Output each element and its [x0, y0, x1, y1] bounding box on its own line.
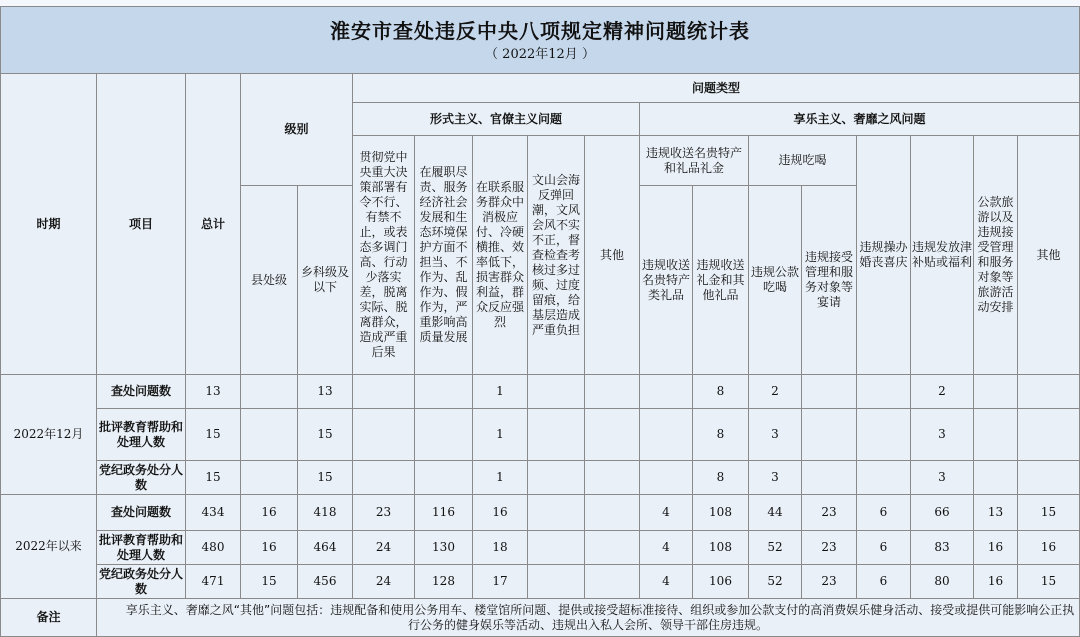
cell-formalism-5 — [585, 461, 640, 495]
cell-formalism-1 — [353, 461, 415, 495]
cell-meal-2 — [802, 375, 857, 409]
header-gift-group: 违规收送名贵特产和礼品礼金 — [640, 136, 749, 186]
header-formalism-col-2: 在履职尽责、服务经济社会发展和生态环境保护方面不担当、不作为、乱作为、假作为，严重影响高质量发展 — [415, 136, 473, 375]
cell-formalism-4 — [528, 461, 585, 495]
note-cell — [97, 599, 1080, 637]
item-label: 党纪政务处分人数 — [97, 461, 186, 495]
header-meal-col-1: 违规公款吃喝 — [749, 186, 802, 375]
header-item: 项目 — [97, 74, 186, 375]
cell-total: 13 — [186, 375, 241, 409]
cell-formalism-4 — [528, 375, 585, 409]
cell-wedding — [857, 375, 911, 409]
table-subtitle: （ 2022年12月 ） — [485, 47, 595, 62]
table-title: 淮安市查处违反中央八项规定精神问题统计表 — [330, 19, 750, 43]
cell-other: 15 — [1018, 495, 1080, 531]
header-gift-col-2: 违规收送礼金和其他礼品 — [693, 186, 749, 375]
cell-gift-1 — [640, 409, 693, 461]
cell-meal-2: 23 — [802, 565, 857, 599]
header-hedonism-col-wedding: 违规操办婚丧喜庆 — [857, 136, 911, 375]
cell-county: 16 — [241, 495, 298, 531]
cell-other: 16 — [1018, 531, 1080, 565]
cell-total: 471 — [186, 565, 241, 599]
cell-gift-2: 106 — [693, 565, 749, 599]
cell-gift-2: 8 — [693, 409, 749, 461]
cell-other — [1018, 409, 1080, 461]
cell-gift-1 — [640, 461, 693, 495]
period-label: 2022年以来 — [1, 495, 97, 599]
header-formalism-col-5: 其他 — [585, 136, 640, 375]
cell-formalism-4 — [528, 409, 585, 461]
cell-travel — [974, 461, 1018, 495]
cell-gift-2: 8 — [693, 375, 749, 409]
cell-wedding — [857, 409, 911, 461]
header-period: 时期 — [1, 74, 97, 375]
cell-total: 15 — [186, 409, 241, 461]
cell-travel: 16 — [974, 565, 1018, 599]
note-text: 享乐主义、奢靡之风“其他”问题包括：违规配备和使用公务用车、楼堂馆所问题、提供或接受超标准接待、组织或参加公款支付的高消费娱乐健身活动、接受或提供可能影响公正执行公务的健身娱乐等活动、违规出入私人会所、领导干部住房违规。 — [125, 602, 1075, 632]
cell-formalism-4 — [528, 565, 585, 599]
cell-meal-2: 23 — [802, 495, 857, 531]
cell-formalism-5 — [585, 495, 640, 531]
item-label: 党纪政务处分人数 — [97, 565, 186, 599]
cell-township: 15 — [298, 461, 353, 495]
header-level-township: 乡科级及以下 — [298, 186, 353, 375]
cell-formalism-3: 1 — [473, 375, 528, 409]
cell-meal-2 — [802, 409, 857, 461]
cell-formalism-2: 130 — [415, 531, 473, 565]
cell-total: 15 — [186, 461, 241, 495]
cell-formalism-2: 128 — [415, 565, 473, 599]
cell-formalism-4 — [528, 531, 585, 565]
cell-total: 480 — [186, 531, 241, 565]
header-formalism-group: 形式主义、官僚主义问题 — [353, 103, 640, 136]
header-hedonism-col-travel: 公款旅游以及违规接受管理和服务对象等旅游活动安排 — [974, 136, 1018, 375]
cell-gift-2: 8 — [693, 461, 749, 495]
cell-gift-1: 4 — [640, 495, 693, 531]
header-gift-col-1: 违规收送名贵特产类礼品 — [640, 186, 693, 375]
cell-gift-2: 108 — [693, 495, 749, 531]
cell-township: 13 — [298, 375, 353, 409]
item-label: 批评教育帮助和处理人数 — [97, 531, 186, 565]
cell-gift-2: 108 — [693, 531, 749, 565]
cell-township: 15 — [298, 409, 353, 461]
cell-formalism-4 — [528, 495, 585, 531]
header-meal-col-2: 违规接受管理和服务对象等宴请 — [802, 186, 857, 375]
cell-allowance: 66 — [911, 495, 974, 531]
cell-formalism-1: 23 — [353, 495, 415, 531]
cell-formalism-3: 16 — [473, 495, 528, 531]
cell-wedding: 6 — [857, 495, 911, 531]
table-row — [1, 495, 1080, 531]
cell-formalism-5 — [585, 409, 640, 461]
cell-allowance: 3 — [911, 461, 974, 495]
cell-formalism-2 — [415, 409, 473, 461]
cell-county — [241, 375, 298, 409]
table-row — [1, 531, 1080, 565]
cell-formalism-1 — [353, 409, 415, 461]
note-label: 备注 — [1, 599, 97, 637]
statistics-table — [0, 6, 1080, 637]
cell-county — [241, 409, 298, 461]
cell-travel — [974, 409, 1018, 461]
period-label: 2022年12月 — [1, 375, 97, 495]
cell-formalism-5 — [585, 531, 640, 565]
cell-township: 464 — [298, 531, 353, 565]
header-formalism-col-1: 贯彻党中央重大决策部署有令不行、有禁不止，或表态多调门高、行动少落实差，脱离实际、脱离群众，造成严重后果 — [353, 136, 415, 375]
header-formalism-col-4: 文山会海反弹回潮，文风会风不实不正，督查检查考核过多过频、过度留痕，给基层造成严重负担 — [528, 136, 585, 375]
cell-formalism-1: 24 — [353, 531, 415, 565]
cell-formalism-2: 116 — [415, 495, 473, 531]
item-label: 查处问题数 — [97, 375, 186, 409]
header-level-county: 县处级 — [241, 186, 298, 375]
cell-county: 16 — [241, 531, 298, 565]
cell-allowance: 3 — [911, 409, 974, 461]
cell-meal-1: 2 — [749, 375, 802, 409]
cell-formalism-3: 1 — [473, 409, 528, 461]
header-formalism-col-3: 在联系服务群众中消极应付、冷硬横推、效率低下，损害群众利益，群众反应强烈 — [473, 136, 528, 375]
cell-other — [1018, 375, 1080, 409]
cell-wedding — [857, 461, 911, 495]
cell-allowance: 83 — [911, 531, 974, 565]
header-hedonism-group: 享乐主义、奢靡之风问题 — [640, 103, 1080, 136]
cell-county: 15 — [241, 565, 298, 599]
header-total: 总计 — [186, 74, 241, 375]
header-hedonism-col-allowance: 违规发放津补贴或福利 — [911, 136, 974, 375]
cell-formalism-5 — [585, 565, 640, 599]
cell-wedding: 6 — [857, 531, 911, 565]
cell-formalism-5 — [585, 375, 640, 409]
note-row — [1, 599, 1080, 637]
cell-formalism-2 — [415, 461, 473, 495]
cell-travel: 13 — [974, 495, 1018, 531]
cell-allowance: 2 — [911, 375, 974, 409]
header-level: 级别 — [241, 74, 353, 186]
cell-meal-1: 3 — [749, 461, 802, 495]
cell-gift-1: 4 — [640, 565, 693, 599]
cell-formalism-3: 18 — [473, 531, 528, 565]
cell-total: 434 — [186, 495, 241, 531]
item-label: 查处问题数 — [97, 495, 186, 531]
cell-township: 418 — [298, 495, 353, 531]
cell-meal-1: 44 — [749, 495, 802, 531]
cell-township: 456 — [298, 565, 353, 599]
table-row — [1, 565, 1080, 599]
item-label: 批评教育帮助和处理人数 — [97, 409, 186, 461]
header-hedonism-col-other: 其他 — [1018, 136, 1080, 375]
cell-other — [1018, 461, 1080, 495]
cell-meal-1: 52 — [749, 565, 802, 599]
cell-other: 15 — [1018, 565, 1080, 599]
cell-formalism-3: 1 — [473, 461, 528, 495]
cell-meal-1: 3 — [749, 409, 802, 461]
cell-allowance: 80 — [911, 565, 974, 599]
cell-formalism-1: 24 — [353, 565, 415, 599]
table-row — [1, 461, 1080, 495]
table-row — [1, 375, 1080, 409]
cell-wedding: 6 — [857, 565, 911, 599]
cell-meal-1: 52 — [749, 531, 802, 565]
table-row — [1, 409, 1080, 461]
cell-formalism-3: 17 — [473, 565, 528, 599]
cell-travel: 16 — [974, 531, 1018, 565]
cell-meal-2 — [802, 461, 857, 495]
cell-meal-2: 23 — [802, 531, 857, 565]
cell-gift-1: 4 — [640, 531, 693, 565]
header-meal-group: 违规吃喝 — [749, 136, 857, 186]
title-cell — [1, 7, 1080, 74]
cell-travel — [974, 375, 1018, 409]
cell-formalism-1 — [353, 375, 415, 409]
header-problem-type: 问题类型 — [353, 74, 1080, 103]
cell-county — [241, 461, 298, 495]
cell-gift-1 — [640, 375, 693, 409]
cell-formalism-2 — [415, 375, 473, 409]
